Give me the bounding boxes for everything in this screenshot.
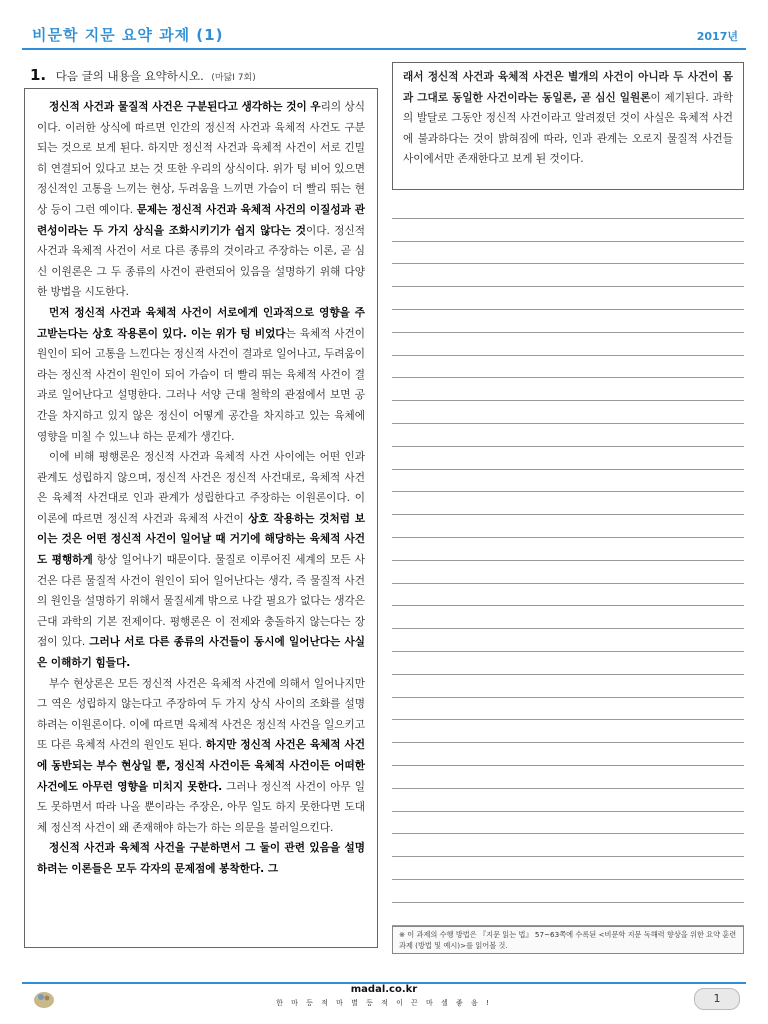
footer-slogan: 한 마 등 적 마 별 등 적 이 끈 마 셀 좋 음 ! — [276, 999, 492, 1007]
passage-segment: 항상 일어나기 때문이다. 물질로 이루어진 세계의 모든 사건은 다른 물질적 사건이 원인이 되어 일어난다는 생각, 즉 물질적 사건의 원인을 설명하기 위해서 물질세계 밖으로 나갈 필요가 없다는 생각은 근대 과학의 기본 전제이다. 평행론은 이 전제와 충돌하지 않는다는 장점이 있다. — [37, 554, 365, 649]
passage-segment: 리의 상식이다. 이러한 상식에 따르면 인간의 정신적 사건과 육체적 사건도 구분되는 것으로 보게 된다. 하지만 정신적 사건과 육체적 사건이 서로 긴밀히 연결되어 있다고 보는 것 또한 우리의 상식이다. 위가 텅 비어 있으면 정신적인 고통을 느끼는 현상, 두려움을 느끼면 가슴이 더 빨리 뛰는 현상 등이 그런 예이다. — [37, 101, 365, 216]
paragraph-1 — [37, 97, 365, 303]
answer-line[interactable] — [392, 492, 744, 515]
answer-line[interactable] — [392, 720, 744, 743]
passage-text — [37, 97, 365, 880]
passage-box — [24, 88, 378, 948]
paragraph-4 — [37, 674, 365, 839]
passage-segment: 먼저 정신적 사건과 육체적 사건이 서로에게 인과적으로 영향을 주고받는다는 상호 작용론이 있다. 이는 위가 텅 비었다 — [37, 306, 365, 340]
passage-segment: 상호 작용하는 것처럼 보이는 것은 어떤 정신적 사건이 일어날 때 거기에 해당하는 육체적 사건도 평행하게 — [37, 512, 365, 567]
answer-line[interactable] — [392, 447, 744, 470]
passage-segment: 이다. 정신적 사건과 육체적 사건이 서로 다른 종류의 것이라고 주장하는 이론, 곧 심신 이원론은 그 두 종류의 사건이 관련되어 있음을 설명하기 위해 다양한 방법을 시도한다. — [37, 224, 365, 299]
answer-writing-lines[interactable] — [392, 196, 744, 926]
question-prompt: 다음 글의 내용을 요약하시오. — [55, 69, 204, 83]
answer-line[interactable] — [392, 629, 744, 652]
passage-segment: 정신적 사건과 물질적 사건은 구분된다고 생각하는 것이 우 — [49, 101, 321, 113]
answer-line[interactable] — [392, 880, 744, 903]
page-header — [22, 22, 746, 48]
answer-line[interactable] — [392, 287, 744, 310]
header-rule — [22, 48, 746, 50]
paragraph-2 — [37, 303, 365, 447]
answer-line[interactable] — [392, 424, 744, 447]
answer-line[interactable] — [392, 378, 744, 401]
answer-line[interactable] — [392, 857, 744, 880]
passage-segment: 래서 정신적 사건과 육체적 사건은 별개의 사건이 아니라 두 사건이 몸과 그대로 동일한 사건이라는 동일론, 곧 심신 일원론 — [403, 71, 733, 104]
question-line — [30, 66, 256, 84]
answer-line[interactable] — [392, 515, 744, 538]
paragraph-5 — [37, 838, 365, 879]
answer-line[interactable] — [392, 652, 744, 675]
answer-line[interactable] — [392, 903, 744, 926]
question-source: (마닳Ⅰ 7회) — [211, 73, 256, 83]
answer-line[interactable] — [392, 606, 744, 629]
answer-line[interactable] — [392, 356, 744, 379]
answer-line[interactable] — [392, 264, 744, 287]
answer-line[interactable] — [392, 789, 744, 812]
passage-segment: 문제는 정신적 사건과 육체적 사건의 이질성과 관련성이라는 두 가지 상식을 조화시키기가 쉽지 않다는 것 — [37, 203, 365, 237]
page-number-badge: 1 — [694, 988, 740, 1010]
passage-segment: 부수 현상론은 모든 정신적 사건은 육체적 사건에 의해서 일어나지만 그 역은 성립하지 않는다고 주장하여 두 가지 상식 사이의 조화를 설명하려는 이원론이다. 이에 따르면 육체적 사건은 정신적 사건을 일으키고 또 다른 육체적 사건의 원인도 된다. — [37, 677, 365, 752]
answer-line[interactable] — [392, 401, 744, 424]
answer-line[interactable] — [392, 812, 744, 835]
question-number: 1. — [30, 66, 47, 84]
answer-line[interactable] — [392, 333, 744, 356]
instruction-note: ※ 이 과제의 수행 방법은 『지문 읽는 법』 57~63쪽에 수록된 <비문학 지문 독해력 향상을 위한 요약 훈련 과제 (방법 및 예시)>를 읽어볼 것. — [392, 926, 744, 954]
document-year: 2017년 — [696, 30, 738, 43]
answer-line[interactable] — [392, 766, 744, 789]
answer-line[interactable] — [392, 310, 744, 333]
answer-line[interactable] — [392, 584, 744, 607]
answer-line[interactable] — [392, 242, 744, 265]
footer-site[interactable]: madal.co.kr — [350, 984, 418, 995]
answer-line[interactable] — [392, 470, 744, 493]
answer-line[interactable] — [392, 834, 744, 857]
paragraph-3 — [37, 447, 365, 674]
passage-segment: 는 육체적 사건이 원인이 되어 고통을 느낀다는 정신적 사건이 결과로 일어나고, 두려움이라는 정신적 사건이 원인이 되어 가슴이 더 빨리 뛰는 육체적 사건이 결과로 일어난다고 설명한다. 그러나 서양 근대 철학의 관점에서 보면 공간을 차지하고 있지 않은 정신이 어떻게 공간을 차지하고 있는 육체에 영향을 미칠 수 있느냐 하는 문제가 생긴다. — [37, 327, 365, 443]
answer-line[interactable] — [392, 196, 744, 219]
passage-continuation-box — [392, 62, 744, 190]
passage-segment: 이 제기된다. 과학의 발달로 그동안 정신적 사건이라고 알려졌던 것이 사실은 육체적 사건에 불과하다는 것이 밝혀짐에 따라, 인과 관계는 오로지 물질적 사건들 사이에서만 존재한다고 보게 된 것이다. — [403, 91, 733, 166]
passage-segment: 그러나 정신적 사건이 아무 일도 못하면서 따라 나올 뿐이라는 주장은, 아무 일도 하지 못한다면 도대체 정신적 사건이 왜 존재해야 하는가 하는 의문을 불러일으킨다. — [37, 780, 366, 834]
passage-segment: 정신적 사건과 육체적 사건을 구분하면서 그 둘이 관련 있음을 설명하려는 이론들은 모두 각자의 문제점에 봉착한다. 그 — [37, 842, 365, 875]
passage-segment: 이에 비해 평행론은 정신적 사건과 육체적 사건 사이에는 어떤 인과 관계도 성립하지 않으며, 정신적 사건은 정신적 사건대로, 육체적 사건은 육체적 사건대로 인과 관계가 성립한다고 주장하는 이원론이다. 이 이론에 따르면 정신적 사건과 육체적 사건이 — [37, 451, 365, 525]
passage-segment: 하지만 정신적 사건은 육체적 사건에 동반되는 부수 현상일 뿐, 정신적 사건이든 육체적 사건이든 어떠한 사건에도 아무런 영향을 미치지 못한다. — [37, 739, 365, 793]
answer-line[interactable] — [392, 538, 744, 561]
answer-line[interactable] — [392, 561, 744, 584]
answer-line[interactable] — [392, 743, 744, 766]
answer-line[interactable] — [392, 219, 744, 242]
answer-line[interactable] — [392, 675, 744, 698]
document-title: 비문학 지문 요약 과제 (1) — [32, 26, 224, 44]
answer-line[interactable] — [392, 698, 744, 721]
passage-segment: 그러나 서로 다른 종류의 사건들이 동시에 일어난다는 사실은 이해하기 힘들다. — [37, 636, 365, 670]
